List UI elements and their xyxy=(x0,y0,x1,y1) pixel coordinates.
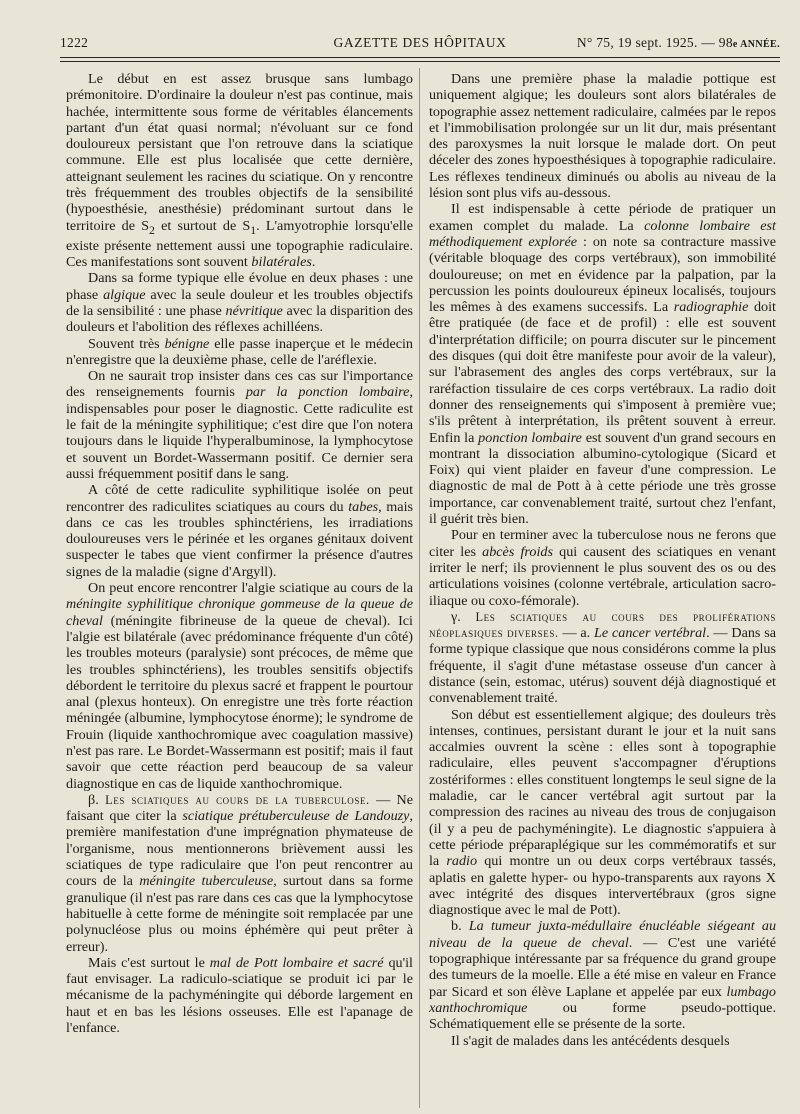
issue-year-suffix: e ANNÉE. xyxy=(732,39,780,50)
header-rule-top xyxy=(60,57,780,58)
paragraph: A côté de cette radiculite syphilitique isolée on peut rencontrer des radiculites sciatiques au cours du tabes, mais dans ce cas les troubles sphinctériens, les irradiations douloureuses vers le périnée et les organes génitaux doivent suspecter le tabes que vient confirmer la présence d'autres signes de la maladie (signe d'Argyll). xyxy=(66,482,413,580)
paragraph: Pour en terminer avec la tuberculose nous ne ferons que citer les abcès froids qui causent des sciatiques en venant irriter le nerf; ils proviennent le plus souvent des os ou des articulations voisines (colonne vertébrale, articulation sacro-iliaque ou coxo-fémorale). xyxy=(429,527,776,609)
paragraph: Il est indispensable à cette période de pratiquer un examen complet du malade. La colonne lombaire est méthodiquement explorée : on note sa contracture massive (véritable bloquage des corps vertébraux), son immobilité douloureuse; on met en évidence par la palpation, par la percussion les points douloureux épineux localisés, toujours les mêmes à des examens successifs. La radiographie doit être pratiquée (de face et de profil) : elle est souvent d'interprétation difficile; on pourra discuter sur le pincement des disques (qui doit être manifeste pour avoir de la valeur), sur l'abrasement des angles des corps vertébraux, sur la raréfaction tissulaire de ces corps vertébraux. La radio doit donner des renseignements qui s'imposent à première vue; s'ils prêtent à interprétation, ils prêtent souvent à erreur. Enfin la ponction lombaire est souvent d'un grand secours en montrant la dissociation albumino-cytologique (Sicard et Foix) qui vient plaider en faveur d'une compression. Le diagnostic de mal de Pott à à cette période une très grosse importance, car convenablement traité, surtout chez l'enfant, il guérit très bien. xyxy=(429,201,776,528)
paragraph: Dans une première phase la maladie pottique est uniquement algique; les douleurs sont alors bilatérales de topographie assez nettement radiculaire, calmées par le repos et l'immobilisation prolongée sur un lit dur, mais présentant des paroxysmes la nuit lorsque le malade dort. On peut déceler des zones hypoesthésiques à topographie radiculaire. Les réflexes tendineux diminués ou abolis au niveau de la lésion sont plus vifs au-dessous. xyxy=(429,71,776,202)
paragraph: Mais c'est surtout le mal de Pott lombaire et sacré qu'il faut envisager. La radiculo-sciatique se produit ici par le mécanisme de la pachyméningite qui déborde largement en haut et en bas les lésions osseuses. Elle est l'apanage de l'enfance. xyxy=(66,954,413,1037)
left-column xyxy=(66,71,413,1036)
paragraph: On ne saurait trop insister dans ces cas sur l'importance des renseignements fournis par la ponction lombaire, indispensables pour poser le diagnostic. Cette radiculite est le fait de la méningite syphilitique; c'est dire que l'on notera toujours dans le liquide l'hyperalbuminose, la lymphocytose et souvent un Bordet-Wassermann positif. Ce dernier sera aussi fréquemment positif dans le sang. xyxy=(66,368,413,482)
paragraph: Il s'agit de malades dans les antécédents desquels xyxy=(451,1032,730,1049)
page-number: 1222 xyxy=(60,35,89,50)
section-heading-neoplasiques: γ. Les sciatiques au cours des proliférations néoplasiques diverses. — a. Le cancer vertébral. — Dans sa forme typique classique que nous considérons comme la plus fréquente, il s'agit d'une métastase osseuse d'un cancer à distance (sein, estomac, utérus) souvent déjà diagnostiqué et convenablement traité. xyxy=(429,608,776,707)
issue-info xyxy=(577,35,780,51)
paragraph: Le début en est assez brusque sans lumbago prémonitoire. D'ordinaire la douleur n'est pas continue, mais hachée, intermittente sous forme de véritables élancements partant d'un état quasi normal; n'évoluant sur ce fond douloureux persistant que l'on retrouve dans la sciatique commune. Elle est plus localisée que cette dernière, atteignant seulement les racines du sciatique. On y rencontre très fréquemment des troubles objectifs de la sensibilité (hypoesthésie, anesthésie) prédominant surtout dans le territoire de $S_2$ et surtout de $S_1$. L'amyotrophie lorsqu'elle existe présente nettement aussi une topographie radiculaire. Ces manifestations sont souvent bilatérales. xyxy=(66,71,414,271)
paragraph: Souvent très bénigne elle passe inaperçue et le médecin n'enregistre que la deuxième phase, celle de l'aréflexie. xyxy=(66,335,413,368)
paragraph: b. La tumeur juxta-médullaire énucléable siégeant au niveau de la queue de cheval. — C'est une variété topographique intéressante par sa fréquence du grand groupe des tumeurs de la moelle. Elle a été mise en valeur en France par Sicard et son élève Laplane et appelée par eux lumbago xanthochromique ou forme pseudo-pottique. Schématiquement elle se présente de la sorte. xyxy=(429,918,777,1033)
journal-title: GAZETTE DES HÔPITAUX xyxy=(333,35,507,50)
right-column xyxy=(429,71,776,1049)
column-divider xyxy=(419,68,420,1108)
running-header xyxy=(60,35,780,53)
paragraph: On peut encore rencontrer l'algie sciatique au cours de la méningite syphilitique chronique gommeuse de la queue de cheval (méningite fibrineuse de la queue de cheval). Ici l'algie est bilatérale (avec prédominance fréquente d'un côté) les troubles moteurs (paralysie) sont précoces, de même que les troubles sphinctériens), les troubles sensitifs objectifs débordent le territoire du plexus sacré et frappent le pourtour anal (plexus honteux). On enregistre une très forte réaction méningée (albumine, lymphocytose énorme); le syndrome de Frouin (liquide xanthochromique avec coagulation massive) n'est pas rare. Le Bordet-Wassermann est positif; mais il faut savoir que cette réaction perd beaucoup de sa valeur diagnostique en cas de liquide xanthochromique. xyxy=(66,580,413,792)
issue-date: N° 75, 19 sept. 1925. — 98 xyxy=(576,35,733,50)
header-rule-bottom xyxy=(60,61,780,62)
paragraph: Son début est essentiellement algique; des douleurs très intenses, continues, persistant durant le jour et la nuit sans accalmies ouvrent la scène : elles sont à topographie radiculaire, elles peuvent s'accompagner d'éruptions zostériformes : elles constituent longtemps le seul signe de la maladie, car le cancer vertébral agit surtout par la compression des racines au niveau des trous de conjugaison (il y a peu de pachyméningite). Le diagnostic s'appuiera à cette période préparaplégique sur les commémoratifs et sur la radio qui montre un ou deux corps vertébraux tassés, aplatis en galette hyper- ou hypo-transparents aux rayons X avec intégrité des disques intervertébraux (gros signe diagnostique avec le mal de Pott). xyxy=(429,706,776,919)
paragraph: Dans sa forme typique elle évolue en deux phases : une phase algique avec la seule douleur et les troubles objectifs de la sensibilité : une phase névritique avec la disparition des douleurs et l'abolition des réflexes achilléens. xyxy=(66,270,414,336)
section-heading-tuberculose: β. Les sciatiques au cours de la tuberculose. — Ne faisant que citer la sciatique prétuberculeuse de Landouzy, première manifestation d'une imprégnation phymateuse de l'organisme, nous mentionnerons brièvement aussi les sciatiques de type radiculaire que l'on peut rencontrer au cours de la méningite tuberculeuse, surtout dans sa forme granulique (il n'est pas rare dans ces cas que la lymphocytose habituelle à cette forme de méningite soit remplacée par une polynucléose plus ou moins éphémère qui peut prêter à erreur). xyxy=(66,791,414,955)
